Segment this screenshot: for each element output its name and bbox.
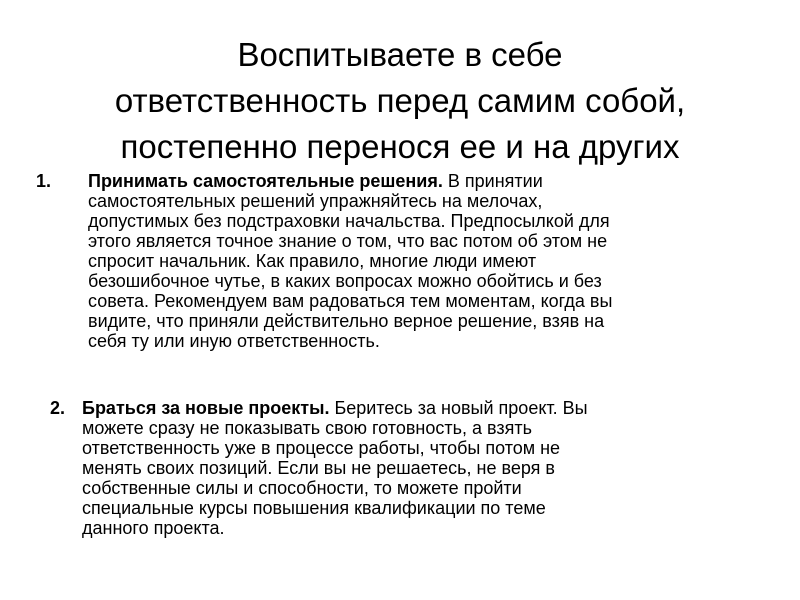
list-item-line: специальные курсы повышения квалификации по теме	[82, 498, 546, 518]
list-item-2	[50, 398, 740, 538]
list-item-line	[88, 171, 736, 191]
list-item-line	[82, 398, 740, 418]
list-item-lead: Браться за новые проекты.	[82, 398, 330, 418]
list-item-1	[36, 171, 736, 351]
list-item-line: данного проекта.	[82, 518, 225, 538]
list-item-line: этого является точное знание о том, что вас потом об этом не	[88, 231, 608, 251]
list-item-line: себя ту или иную ответственность.	[88, 331, 380, 351]
list-item-text: Беритесь за новый проект. Вы	[329, 398, 588, 418]
title-line-2: ответственность перед самим собой,	[114, 82, 686, 120]
title-line-3: постепенно перенося ее и на других	[120, 128, 680, 166]
list-item-line: самостоятельных решений упражняйтесь на мелочах,	[88, 191, 543, 211]
list-item-line: спросит начальник. Как правило, многие люди имеют	[88, 251, 537, 271]
slide-title	[20, 32, 780, 170]
list-item-line: видите, что приняли действительно верное решение, взяв на	[88, 311, 605, 331]
list-item-line: ответственность уже в процессе работы, чтобы потом не	[82, 438, 561, 458]
list-item-line: менять своих позиций. Если вы не решаетесь, не веря в	[82, 458, 555, 478]
list-item-line: допустимых без подстраховки начальства. Предпосылкой для	[88, 211, 610, 231]
list-item-number: 1.	[36, 171, 52, 191]
list-item-line: собственные силы и способности, то можете пройти	[82, 478, 522, 498]
list-item-line: совета. Рекомендуем вам радоваться тем моментам, когда вы	[88, 291, 613, 311]
list-item-number: 2.	[50, 398, 66, 418]
list-item-line: безошибочное чутье, в каких вопросах можно обойтись и без	[88, 271, 602, 291]
list-item-lead: Принимать самостоятельные решения.	[88, 171, 443, 191]
list-item-body	[82, 398, 740, 538]
list-item-line: можете сразу не показывать свою готовность, а взять	[82, 418, 532, 438]
list-item-body	[88, 171, 736, 351]
list-item-text: В принятии	[442, 171, 543, 191]
title-line-1: Воспитываете в себе	[237, 36, 563, 74]
